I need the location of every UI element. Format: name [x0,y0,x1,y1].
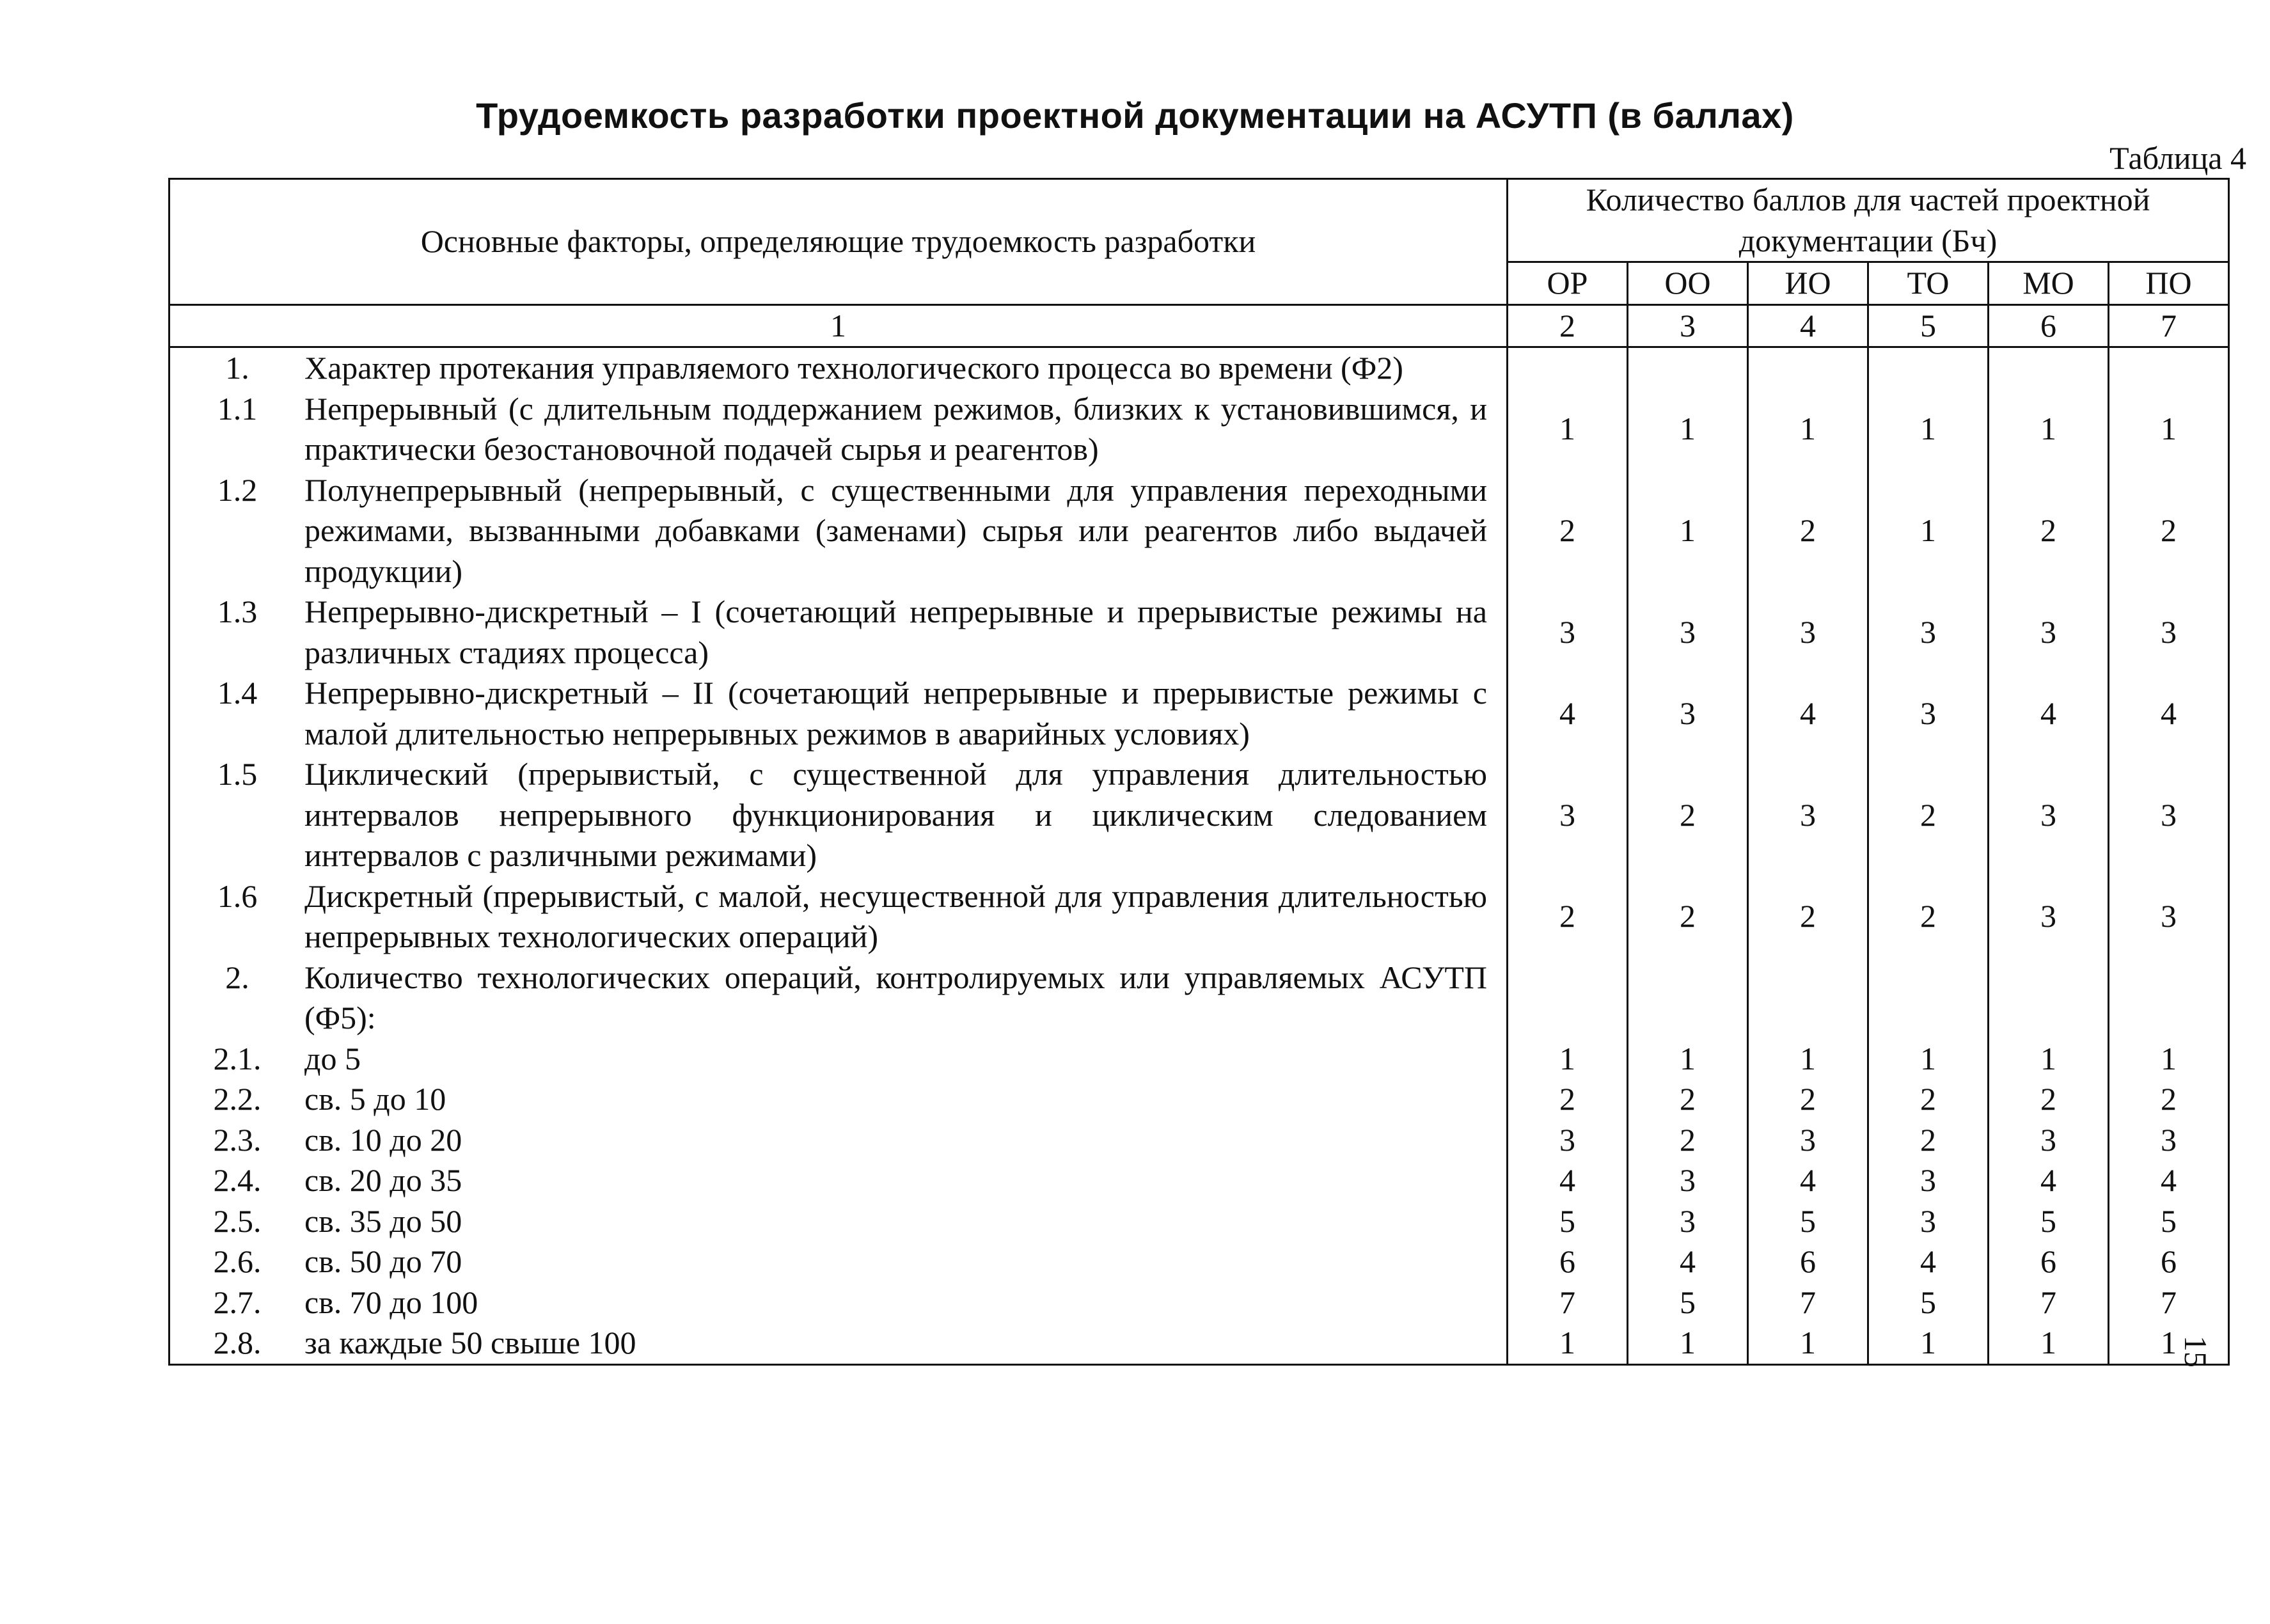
score-cell: 6 [1508,1242,1628,1282]
score-cell: 2 [1868,754,1989,876]
factor-cell [169,1079,1508,1120]
score-cell: 1 [1868,1039,1989,1080]
table-row [169,347,2229,389]
table-row [169,1242,2229,1282]
row-text: до 5 [304,1040,361,1076]
score-cell: 3 [1868,1201,1989,1242]
score-cell: 4 [1868,1242,1989,1282]
column-header: ОР [1508,262,1628,305]
score-cell: 1 [1868,470,1989,592]
score-cell: 1 [1989,1039,2109,1080]
row-number: 2.1. [213,1040,262,1076]
table-row [169,1120,2229,1161]
score-cell: 5 [1628,1282,1748,1323]
row-number: 2.8. [213,1325,262,1360]
row-number: 2.2. [213,1081,262,1117]
factor-heading: Основные факторы, определяющие трудоемкость разработки [169,179,1508,305]
score-cell [2109,958,2229,1039]
factor-cell [169,958,1508,1039]
score-cell: 2 [1989,1079,2109,1120]
score-cell: 3 [1748,754,1868,876]
score-cell: 3 [1989,592,2109,673]
table-row [169,470,2229,592]
score-cell: 1 [2109,389,2229,470]
score-cell: 6 [2109,1242,2229,1282]
score-cell: 1 [1989,389,2109,470]
score-cell [2109,347,2229,389]
row-number: 1. [225,350,249,386]
score-cell: 3 [1508,754,1628,876]
row-number: 1.5 [217,756,258,792]
factor-cell [169,1201,1508,1242]
factor-cell [169,592,1508,673]
column-number: 5 [1868,304,1989,347]
table-row [169,592,2229,673]
score-cell: 3 [1868,592,1989,673]
row-number: 2.7. [213,1284,262,1320]
score-cell: 1 [1508,1039,1628,1080]
score-cell: 1 [1989,1323,2109,1364]
score-cell: 1 [1748,389,1868,470]
score-cell: 5 [1989,1201,2109,1242]
table-row [169,389,2229,470]
score-cell: 7 [1989,1282,2109,1323]
score-cell: 1 [1628,1039,1748,1080]
score-cell: 3 [1868,1160,1989,1201]
column-header: ИО [1748,262,1868,305]
score-cell: 4 [2109,1160,2229,1201]
score-cell: 1 [1748,1039,1868,1080]
score-cell: 2 [1628,754,1748,876]
score-cell: 3 [1989,876,2109,958]
table-row [169,958,2229,1039]
factor-cell [169,1323,1508,1364]
column-number: 1 [169,304,1508,347]
score-cell [1508,347,1628,389]
row-text: Непрерывный (с длительным поддержанием режимов, близких к установившимся, и практически безостановочной подачей сырья и реагентов) [304,390,1487,467]
score-cell: 2 [1868,1079,1989,1120]
score-cell: 3 [1628,1201,1748,1242]
score-cell: 2 [1628,1079,1748,1120]
score-cell: 1 [1868,389,1989,470]
column-number: 4 [1748,304,1868,347]
table-row [169,673,2229,754]
row-text: Непрерывно-дискретный – II (сочетающий непрерывные и прерывистые режимы с малой длительностью непрерывных режимов в аварийных условиях) [304,675,1487,752]
table-row [169,1160,2229,1201]
score-cell [1989,347,2109,389]
score-cell: 2 [1748,876,1868,958]
score-cell: 5 [1508,1201,1628,1242]
score-cell: 4 [1628,1242,1748,1282]
score-cell: 2 [1989,470,2109,592]
row-text: св. 10 до 20 [304,1121,462,1158]
row-number: 1.6 [217,878,258,914]
score-cell: 4 [1748,1160,1868,1201]
score-cell [1508,958,1628,1039]
score-cell: 4 [1989,1160,2109,1201]
factor-cell [169,754,1508,876]
row-text: Количество технологических операций, контролируемых или управляемых АСУТП (Ф5): [304,959,1487,1036]
score-cell: 1 [1868,1323,1989,1364]
score-cell: 1 [1508,389,1628,470]
table-row [169,1282,2229,1323]
page-number: 15 [2178,1336,2214,1368]
score-cell: 4 [1508,673,1628,754]
score-cell [1868,958,1989,1039]
row-number: 1.2 [217,471,258,508]
score-cell: 3 [2109,754,2229,876]
score-cell: 3 [1628,592,1748,673]
score-cell: 2 [1868,1120,1989,1161]
score-cell [1748,347,1868,389]
score-cell: 1 [2109,1323,2229,1364]
factor-cell [169,1282,1508,1323]
score-cell: 2 [1868,876,1989,958]
score-cell: 3 [1748,1120,1868,1161]
row-number: 1.3 [217,594,258,629]
row-number: 2. [225,959,249,995]
score-cell: 2 [2109,470,2229,592]
row-number: 2.4. [213,1162,262,1198]
factor-cell [169,1242,1508,1282]
score-cell: 1 [1628,389,1748,470]
factor-cell [169,876,1508,958]
row-number: 2.5. [213,1202,262,1239]
labor-intensity-table [168,178,2230,1366]
score-cell: 3 [2109,876,2229,958]
row-number: 2.6. [213,1243,262,1279]
score-cell: 6 [1748,1242,1868,1282]
row-text: св. 70 до 100 [304,1284,478,1320]
score-cell [1628,347,1748,389]
row-text: Характер протекания управляемого технологического процесса во времени (Ф2) [304,350,1403,386]
score-cell: 2 [1628,1120,1748,1161]
score-cell: 2 [2109,1079,2229,1120]
table-row [169,1323,2229,1364]
score-cell: 7 [2109,1282,2229,1323]
score-cell: 3 [1989,754,2109,876]
score-cell [1989,958,2109,1039]
row-text: за каждые 50 свыше 100 [304,1325,636,1360]
score-cell [1868,347,1989,389]
score-cell [1748,958,1868,1039]
row-number: 1.4 [217,675,258,711]
column-number: 2 [1508,304,1628,347]
score-cell: 4 [2109,673,2229,754]
score-cell: 2 [1508,470,1628,592]
score-cell: 3 [1989,1120,2109,1161]
score-cell: 3 [1628,673,1748,754]
score-cell: 7 [1748,1282,1868,1323]
row-text: Дискретный (прерывистый, с малой, несущественной для управления длительностью непрерывных технологических операций) [304,878,1487,954]
score-cell: 3 [2109,1120,2229,1161]
row-text: св. 50 до 70 [304,1243,462,1279]
score-cell [1628,958,1748,1039]
score-cell: 3 [1508,1120,1628,1161]
table-row [169,1201,2229,1242]
document-title: Трудоемкость разработки проектной документации на АСУТП (в баллах) [476,95,1794,136]
table-row [169,754,2229,876]
score-cell: 5 [1748,1201,1868,1242]
row-text: Полунепрерывный (непрерывный, с существенными для управления переходными режимами, вызванными добавками (заменами) сырья или реагентов либо выдачей продукции) [304,471,1487,589]
factor-cell [169,1039,1508,1080]
column-number: 6 [1989,304,2109,347]
score-cell: 2 [1508,1079,1628,1120]
score-cell: 1 [1628,1323,1748,1364]
score-cell: 1 [1508,1323,1628,1364]
score-cell: 4 [1748,673,1868,754]
column-number: 7 [2109,304,2229,347]
table-row [169,1039,2229,1080]
row-number: 2.3. [213,1121,262,1158]
score-cell: 4 [1508,1160,1628,1201]
score-cell: 3 [1868,673,1989,754]
factor-cell [169,470,1508,592]
column-header: МО [1989,262,2109,305]
score-cell: 2 [1748,1079,1868,1120]
column-header: ПО [2109,262,2229,305]
factor-cell [169,1120,1508,1161]
row-text: св. 20 до 35 [304,1162,462,1198]
row-number: 1.1 [217,390,258,427]
row-text: св. 5 до 10 [304,1081,446,1117]
score-cell: 1 [1748,1323,1868,1364]
score-cell: 3 [1508,592,1628,673]
factor-cell [169,673,1508,754]
score-cell: 1 [2109,1039,2229,1080]
column-header: ТО [1868,262,1989,305]
row-text: св. 35 до 50 [304,1202,462,1239]
score-cell: 2 [1508,876,1628,958]
table-row [169,1079,2229,1120]
score-cell: 5 [2109,1201,2229,1242]
factor-cell [169,1160,1508,1201]
column-header: ОО [1628,262,1748,305]
points-heading: Количество баллов для частей проектной документации (Бч) [1508,179,2229,262]
factor-cell [169,347,1508,389]
score-cell: 5 [1868,1282,1989,1323]
score-cell: 2 [1628,876,1748,958]
score-cell: 3 [1748,592,1868,673]
table-row [169,876,2229,958]
score-cell: 7 [1508,1282,1628,1323]
row-text: Непрерывно-дискретный – I (сочетающий непрерывные и прерывистые режимы на различных стадиях процесса) [304,594,1487,670]
score-cell: 2 [1748,470,1868,592]
row-text: Циклический (прерывистый, с существенной для управления длительностью интервалов непрерывного функционирования и циклическим следованием интервалов с различными режимами) [304,756,1487,873]
score-cell: 4 [1989,673,2109,754]
table-label: Таблица 4 [2109,140,2246,176]
factor-cell [169,389,1508,470]
score-cell: 6 [1989,1242,2109,1282]
score-cell: 1 [1628,470,1748,592]
score-cell: 3 [2109,592,2229,673]
score-cell: 3 [1628,1160,1748,1201]
column-number: 3 [1628,304,1748,347]
